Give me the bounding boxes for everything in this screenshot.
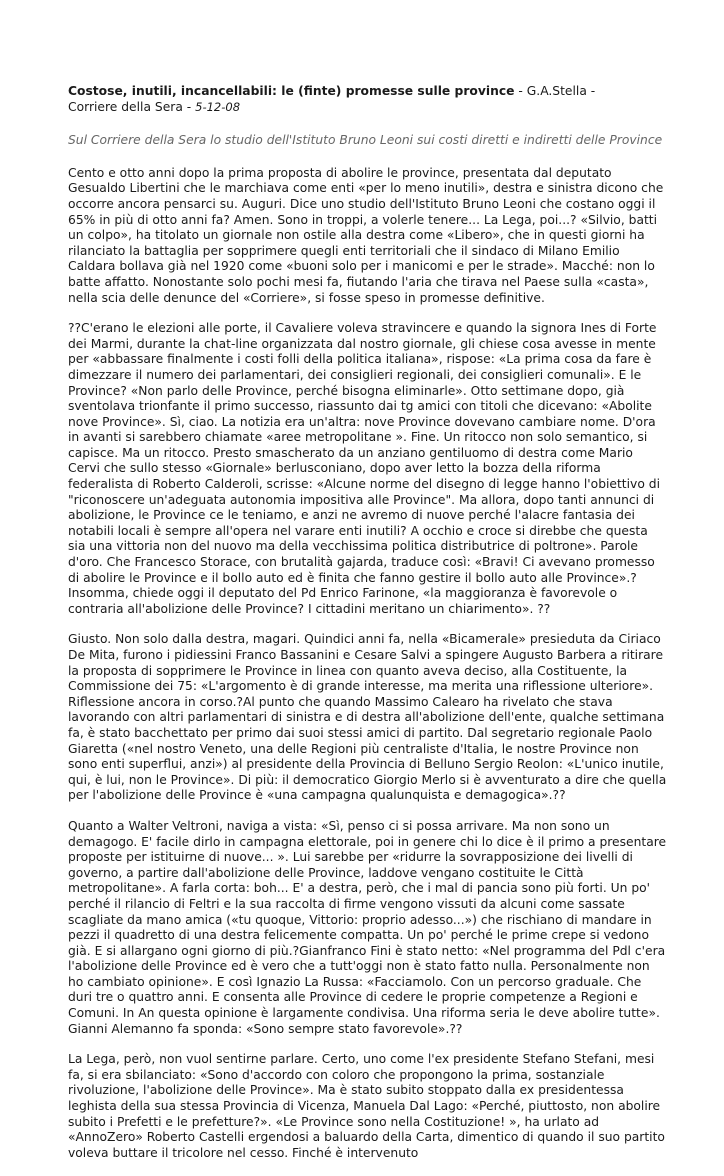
- author-separator: -: [586, 84, 596, 98]
- article-source: Corriere della Sera: [68, 99, 183, 114]
- paragraph-2: ??C'erano le elezioni alle porte, il Cavaliere voleva stravincere e quando la signora Ines di Forte dei Marmi, durante la chat-line organizzata dal nostro giornale, gli chiese cosa avesse in mente per «abbassare finalmente i costi folli della politica italiana», rispose: «La prima cosa da fare è dimezzare il numero dei parlamentari, dei consiglieri regionali, dei consiglieri comunali». E le Province? «Non parlo delle Province, perché bisogna eliminarle». Otto settimane dopo, già sventolava trionfante il primo successo, riassunto dai tg amici con titoli che dicevano: «Abolite nove Province». Sì, ciao. La notizia era un'altra: nove Province dovevano cambiare nome. D'ora in avanti si sarebbero chiamate «aree metropolitane ». Fine. Un ritocco non solo semantico, si capisce. Ma un ritocco. Presto smascherato da un anziano gentiluomo di destra come Mario Cervi che sullo stesso «Giornale» berlusconiano, dopo aver letto la bozza della riforma federalista di Roberto Calderoli, scrisse: «Alcune norme del disegno di legge hanno l'obiettivo di "riconoscere un'adeguata autonomia impositiva alle Province". Ma allora, dopo tanti annunci di abolizione, le Province ce le teniamo, e anzi ne avremo di nuove perché l'alacre fantasia dei notabili locali è sempre all'opera nel varare enti inutili? A occhio e croce si direbbe che questa sia una vittoria non del nuovo ma della vecchissima politica distributrice di poltrone». Parole d'oro. Che Francesco Storace, con brutalità gajarda, traduce così: «Bravi! Ci avevano promesso di abolire le Province e il bollo auto ed è finita che fanno gestire il bollo auto alle Province».?Insomma, chiede oggi il deputato del Pd Enrico Farinone, «la maggioranza è favorevole o contraria all'abolizione delle Province? I cittadini meritano un chiarimento». ??: [68, 321, 660, 616]
- paragraph-1: Cento e otto anni dopo la prima proposta di abolire le province, presentata dal deputato Gesualdo Libertini che le marchiava come enti «per lo meno inutili», destra e sinistra dicono che occorre ancora pensarci su. Auguri. Dice uno studio dell'Istituto Bruno Leoni che costano oggi il 65% in più di otto anni fa? Amen. Sono in troppi, a volerle tenere... La Lega, poi...? «Silvio, batti un colpo», ha titolato un giornale non ostile alla destra come «Libero», che in questi giorni ha rilanciato la battaglia per sopprimere quegli enti territoriali che il sindaco di Milano Emilio Caldara bollava già nel 1920 come «buoni solo per i manicomi e per le strade». Macché: non lo batte affatto. Nonostante solo pochi mesi fa, fiutando l'aria che tirava nel Paese sulla «casta», nella scia delle denunce del «Corriere», si fosse speso in promesse definitive.: [68, 165, 664, 305]
- paragraph-5: La Lega, però, non vuol sentirne parlare. Certo, uno come l'ex presidente Stefano Stefani, mesi fa, si era sbilanciato: «Sono d'accordo con coloro che propongono la prima, sostanziale rivoluzione, l'abolizione delle Province». Ma è stato subito stoppato dalla ex presidentessa leghista della sua stessa Provincia di Vicenza, Manuela Dal Lago: «Perché, piuttosto, non abolire subito i Prefetti e le prefetture?». «Le Province sono nella Costituzione! », ha urlato ad «AnnoZero» Roberto Castelli ergendosi a baluardo della Carta, dimentico di quando il suo partito voleva buttare il tricolore nel cesso. Finché è intervenuto: [68, 1052, 665, 1160]
- document-page: [68, 84, 668, 1176]
- article-date: 5-12-08: [195, 99, 241, 114]
- paragraph-4: Quanto a Walter Veltroni, naviga a vista: «Sì, penso ci si possa arrivare. Ma non sono un demagogo. E' facile dirlo in campagna elettorale, poi in genere chi lo dice è il primo a presentare proposte per istituirne di nuove... ». Lui sarebbe per «ridurre la sovrapposizione dei livelli di governo, a partire dall'abolizione delle Province, laddove vengano costituite le Città metropolitane». A farla corta: boh... E' a destra, però, che i mal di pancia sono più forti. Un po' perché il rilancio di Feltri e la sua raccolta di firme vengono vissuti da alcuni come sassate scagliate da mano amica («tu quoque, Vittorio: proprio adesso...») che rischiano di mandare in pezzi il quadretto di una destra felicemente compatta. Un po' perché le prime crepe si vedono già. E si allargano ogni giorno di più.?Gianfranco Fini è stato netto: «Nel programma del Pdl c'era l'abolizione delle Province ed è vero che a tutt'oggi non è stato fatto nulla. Personalmente non ho cambiato opinione». E così Ignazio La Russa: «Facciamolo. Con un percorso graduale. Che duri tre o quattro anni. E consenta alle Province di cedere le proprie competenze a Regioni e Comuni. In An questa opinione è largamente condivisa. Una riforma seria le deve abolire tutte». Gianni Alemanno fa sponda: «Sono sempre stato favorevole».??: [68, 818, 667, 1036]
- paragraph-3: Giusto. Non solo dalla destra, magari. Quindici anni fa, nella «Bicamerale» presieduta da Ciriaco De Mita, furono i pidiessini Franco Bassanini e Cesare Salvi a spingere Augusto Barbera a ritirare la proposta di sopprimere le Province in linea con quanto aveva deciso, alla Costituente, la Commissione dei 75: «L'argomento è di grande interesse, ma merita una riflessione ulteriore». Riflessione ancora in corso.?Al punto che quando Massimo Calearo ha rivelato che stava lavorando con altri parlamentari di sinistra e di destra all'abolizione dell'ente, qualche settimana fa, è stato bacchettato per primo dai suoi stessi amici di partito. Dal segretario regionale Paolo Giaretta («nel nostro Veneto, una delle Regioni più centraliste d'Italia, le nostre Province non sono enti superflui, anzi») al presidente della Provincia di Belluno Sergio Reolon: «L'unico inutile, qui, è lui, non le Province». Di più: il democratico Giorgio Merlo si è avventurato a dire che quella per l'abolizione delle Province è «una campagna qualunquista e demagogica».??: [68, 632, 667, 803]
- article-subtitle: Sul Corriere della Sera lo studio dell'Istituto Bruno Leoni sui costi diretti e indiretti delle Province: [68, 133, 663, 148]
- article-author: G.A.Stella: [526, 84, 587, 98]
- source-separator: -: [182, 99, 196, 114]
- title-separator: -: [514, 84, 527, 98]
- article-heading: [68, 84, 668, 115]
- article-title: Costose, inutili, incancellabili: le (finte) promesse sulle province: [68, 84, 515, 98]
